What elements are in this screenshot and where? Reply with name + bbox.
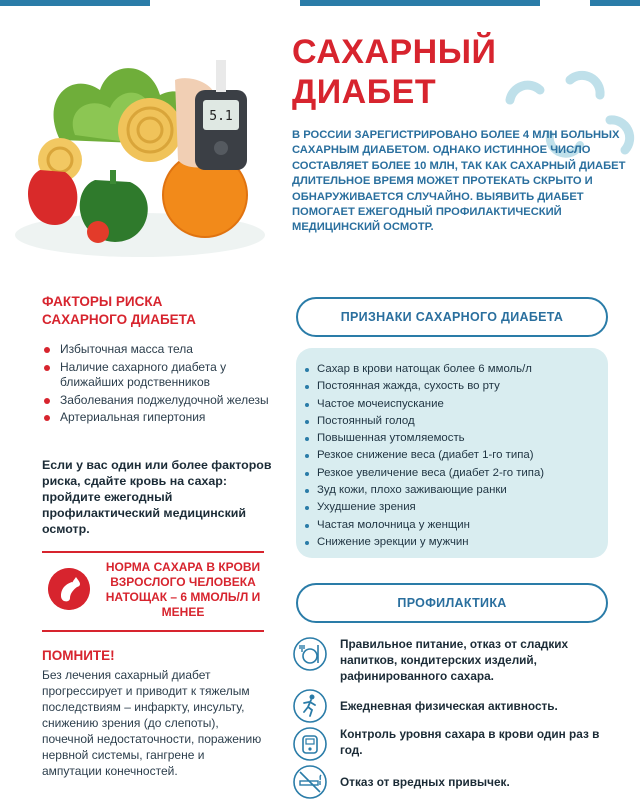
list-item: Зуд кожи, плохо заживающие ранки <box>304 482 604 499</box>
list-item: Повышенная утомляемость <box>304 430 604 447</box>
risk-title-line-2: САХАРНОГО ДИАБЕТА <box>42 312 196 327</box>
blood-sugar-norm: НОРМА САХАРА В КРОВИ ВЗРОСЛОГО ЧЕЛОВЕКА НАТОЩАК – 6 ММОЛЬ/Л И МЕНЕЕ <box>105 560 261 619</box>
page-title <box>292 32 496 112</box>
prevention-text: Контроль уровня сахара в крови один раз в год. <box>340 727 600 757</box>
prevention-heading: ПРОФИЛАКТИКА <box>296 583 608 623</box>
top-accent-bar-middle <box>300 0 540 6</box>
list-item: Ухудшение зрения <box>304 499 604 516</box>
checkup-advice: Если у вас один или более факторов риска, сдайте кровь на сахар: пройдите ежегодный профилактический медицинский осмотр. <box>42 458 272 536</box>
norm-divider-bottom <box>42 630 264 632</box>
healthy-food-icon <box>292 636 328 672</box>
list-item: Резкое увеличение веса (диабет 2-го типа) <box>304 465 604 482</box>
hero-vegetables-glucometer-illustration <box>0 20 285 275</box>
blood-drop-finger-icon <box>48 568 90 610</box>
list-item: Частая молочница у женщин <box>304 517 604 534</box>
top-accent-bar-right <box>590 0 640 6</box>
title-line-2: ДИАБЕТ <box>292 73 437 111</box>
list-item: Заболевания поджелудочной железы <box>42 393 272 409</box>
remember-text: Без лечения сахарный диабет прогрессирует и приводит к тяжелым последствиям – инфаркту, инсульту, снижению зрения (до слепоты), почечной недостаточности, поражению нервной системы, гангрене и ампутации конечностей. <box>42 668 262 778</box>
signs-list <box>304 361 604 551</box>
remember-title: ПОМНИТЕ! <box>42 648 115 663</box>
running-person-icon <box>292 688 328 724</box>
list-item: Артериальная гипертония <box>42 410 272 426</box>
prevention-item <box>292 688 612 728</box>
no-smoking-icon <box>292 764 328 800</box>
list-item: Постоянный голод <box>304 413 604 430</box>
risk-title-line-1: ФАКТОРЫ РИСКА <box>42 294 163 309</box>
intro-text: В РОССИИ ЗАРЕГИСТРИРОВАНО БОЛЕЕ 4 МЛН БОЛЬНЫХ САХАРНЫМ ДИАБЕТОМ. ОДНАКО ИСТИННОЕ ЧИСЛО СОСТАВЛЯЕТ БОЛЕЕ 10 МЛН, ТАК КАК САХАРНЫЙ ДИАБЕТ ДЛИТЕЛЬНОЕ ВРЕМЯ МОЖЕТ ПРОТЕКАТЬ СКРЫТО И ОБНАРУЖИВАЕТСЯ СЛУЧАЙНО. ВЫЯВИТЬ ДИАБЕТ ПОМОГАЕТ ЕЖЕГОДНЫЙ ПРОФИЛАКТИЧЕСКИЙ МЕДИЦИНСКИЙ ОСМОТР. <box>292 129 626 234</box>
glucometer-icon <box>292 726 328 762</box>
norm-divider-top <box>42 551 264 553</box>
risk-factors-title <box>42 293 196 329</box>
prevention-text: Ежедневная физическая активность. <box>340 699 558 713</box>
title-line-1: САХАРНЫЙ <box>292 33 497 71</box>
list-item: Снижение эрекции у мужчин <box>304 534 604 551</box>
prevention-text: Правильное питание, отказ от сладких напитков, кондитерских изделий, рафинированного сахара. <box>340 637 569 683</box>
list-item: Частое мочеиспускание <box>304 396 604 413</box>
list-item: Сахар в крови натощак более 6 ммоль/л <box>304 361 604 378</box>
top-accent-bar-left <box>0 0 150 6</box>
prevention-item <box>292 726 612 766</box>
prevention-item <box>292 636 612 683</box>
list-item: Избыточная масса тела <box>42 342 272 358</box>
list-item: Постоянная жажда, сухость во рту <box>304 378 604 395</box>
glucometer-reading: 5.1 <box>209 109 233 124</box>
list-item: Наличие сахарного диабета у ближайших родственников <box>42 360 272 391</box>
risk-factors-list <box>42 342 272 428</box>
prevention-item <box>292 764 612 804</box>
prevention-text: Отказ от вредных привычек. <box>340 775 510 789</box>
list-item: Резкое снижение веса (диабет 1-го типа) <box>304 447 604 464</box>
signs-heading: ПРИЗНАКИ САХАРНОГО ДИАБЕТА <box>296 297 608 337</box>
